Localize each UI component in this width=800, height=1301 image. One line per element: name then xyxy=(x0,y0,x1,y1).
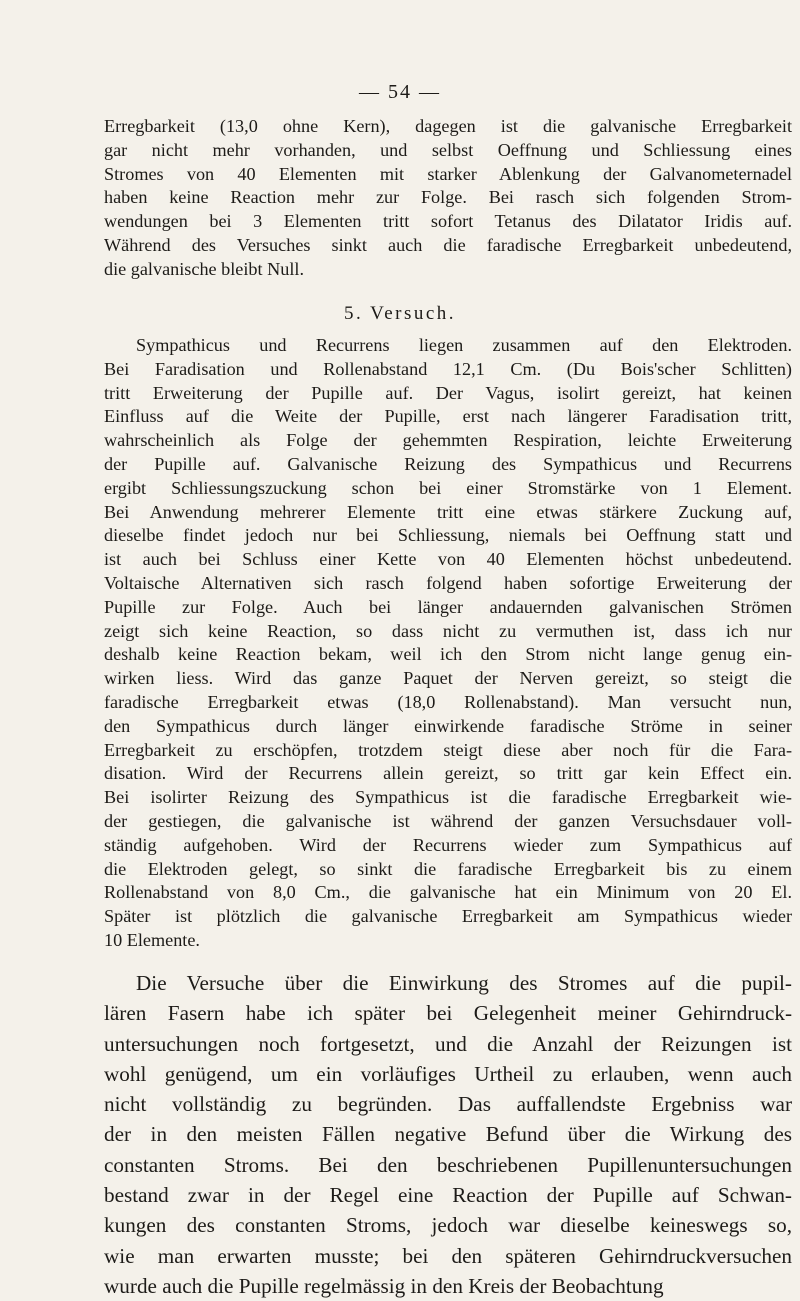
text-line: Erregbarkeit (13,0 ohne Kern), dagegen ist die galvanische Erregbarkeit xyxy=(104,116,792,136)
text-line: wahrscheinlich als Folge der gehemmten Respiration, leichte Erweiterung xyxy=(104,430,792,451)
text-line: constanten Stroms. Bei den beschriebenen Pupillenuntersuchungen xyxy=(104,1152,792,1177)
text-line: dieselbe findet jedoch nur bei Schliessung, niemals bei Oeffnung statt und xyxy=(104,525,792,546)
text-line: nicht vollständig zu begründen. Das auffallendste Ergebniss war xyxy=(104,1092,792,1117)
text-line: wurde auch die Pupille regelmässig in den Kreis der Beobachtung xyxy=(104,1273,664,1298)
text-line: Später ist plötzlich die galvanische Erregbarkeit am Sympathicus wieder xyxy=(104,906,792,927)
text-line: Sympathicus und Recurrens liegen zusammen auf den Elektroden. xyxy=(136,335,792,355)
text-line: untersuchungen noch fortgesetzt, und die Anzahl der Reizungen ist xyxy=(104,1031,792,1056)
text-line: deshalb keine Reaction bekam, weil ich den Strom nicht lange genug ein- xyxy=(104,644,792,665)
text-line: der Pupille auf. Galvanische Reizung des Sympathicus und Recurrens xyxy=(104,453,792,474)
text-line: wirken liess. Wird das ganze Paquet der Nerven gereizt, so steigt die xyxy=(104,668,792,689)
text-line: der in den meisten Fällen negative Befund über die Wirkung des xyxy=(104,1122,792,1147)
text-line: Voltaische Alternativen sich rasch folgend haben sofortige Erweiterung der xyxy=(104,572,792,593)
text-line: wie man erwarten musste; bei den späteren Gehirndruckversuchen xyxy=(104,1243,792,1268)
text-line: lären Fasern habe ich später bei Gelegenheit meiner Gehirndruck- xyxy=(104,1001,792,1026)
text-line: Stromes von 40 Elementen mit starker Ablenkung der Galvanometernadel xyxy=(104,163,792,184)
paragraph-2 xyxy=(104,334,792,953)
text-line: Bei Anwendung mehrerer Elemente tritt eine etwas stärkere Zuckung auf, xyxy=(104,501,792,522)
text-line: Bei isolirter Reizung des Sympathicus ist die faradische Erregbarkeit wie- xyxy=(104,787,792,808)
text-line: ergibt Schliessungszuckung schon bei einer Stromstärke von 1 Element. xyxy=(104,477,792,498)
text-line: disation. Wird der Recurrens allein gereizt, so tritt gar kein Effect ein. xyxy=(104,763,792,784)
text-line: Die Versuche über die Einwirkung des Stromes auf die pupil- xyxy=(136,971,792,995)
text-line: gar nicht mehr vorhanden, und selbst Oeffnung und Schliessung eines xyxy=(104,139,792,160)
text-line: wohl genügend, um ein vorläufiges Urtheil zu erlauben, wenn auch xyxy=(104,1061,792,1086)
text-line: der gestiegen, die galvanische ist während der ganzen Versuchsdauer voll- xyxy=(104,810,792,831)
section-heading: 5. Versuch. xyxy=(343,303,457,324)
text-line: bestand zwar in der Regel eine Reaction der Pupille auf Schwan- xyxy=(104,1183,792,1208)
text-line: ist auch bei Schluss einer Kette von 40 Elementen höchst unbedeutend. xyxy=(104,549,792,570)
text-line: Bei Faradisation und Rollenabstand 12,1 Cm. (Du Bois'scher Schlitten) xyxy=(104,358,792,379)
paragraph-3 xyxy=(104,968,792,1301)
text-line: Pupille zur Folge. Auch bei länger andauernden galvanischen Strömen xyxy=(104,596,792,617)
text-line: die galvanische bleibt Null. xyxy=(104,258,305,279)
text-line: zeigt sich keine Reaction, so dass nicht zu vermuthen ist, dass ich nur xyxy=(104,620,792,641)
page-number: — 54 — xyxy=(359,81,441,103)
text-line: Rollenabstand von 8,0 Cm., die galvanische hat ein Minimum von 20 El. xyxy=(104,882,792,903)
text-line: Erregbarkeit zu erschöpfen, trotzdem steigt diese aber noch für die Fara- xyxy=(104,739,792,760)
text-line: tritt Erweiterung der Pupille auf. Der Vagus, isolirt gereizt, hat keinen xyxy=(104,382,792,403)
text-line: Einfluss auf die Weite der Pupille, erst nach längerer Faradisation tritt, xyxy=(104,406,792,427)
text-line: haben keine Reaction mehr zur Folge. Bei rasch sich folgenden Strom- xyxy=(104,187,792,208)
text-line: kungen des constanten Stroms, jedoch war dieselbe keineswegs so, xyxy=(104,1213,792,1238)
text-line: den Sympathicus durch länger einwirkende faradische Ströme in seiner xyxy=(104,715,792,736)
text-line: faradische Erregbarkeit etwas (18,0 Rollenabstand). Man versucht nun, xyxy=(104,691,792,712)
text-line: 10 Elemente. xyxy=(104,929,200,950)
text-line: die Elektroden gelegt, so sinkt die faradische Erregbarkeit bis zu einem xyxy=(104,858,792,879)
text-line: wendungen bei 3 Elementen tritt sofort Tetanus des Dilatator Iridis auf. xyxy=(104,211,792,232)
text-line: ständig aufgehoben. Wird der Recurrens wieder zum Sympathicus auf xyxy=(104,834,792,855)
paragraph-1 xyxy=(104,115,792,282)
text-line: Während des Versuches sinkt auch die faradische Erregbarkeit unbedeutend, xyxy=(104,234,792,255)
